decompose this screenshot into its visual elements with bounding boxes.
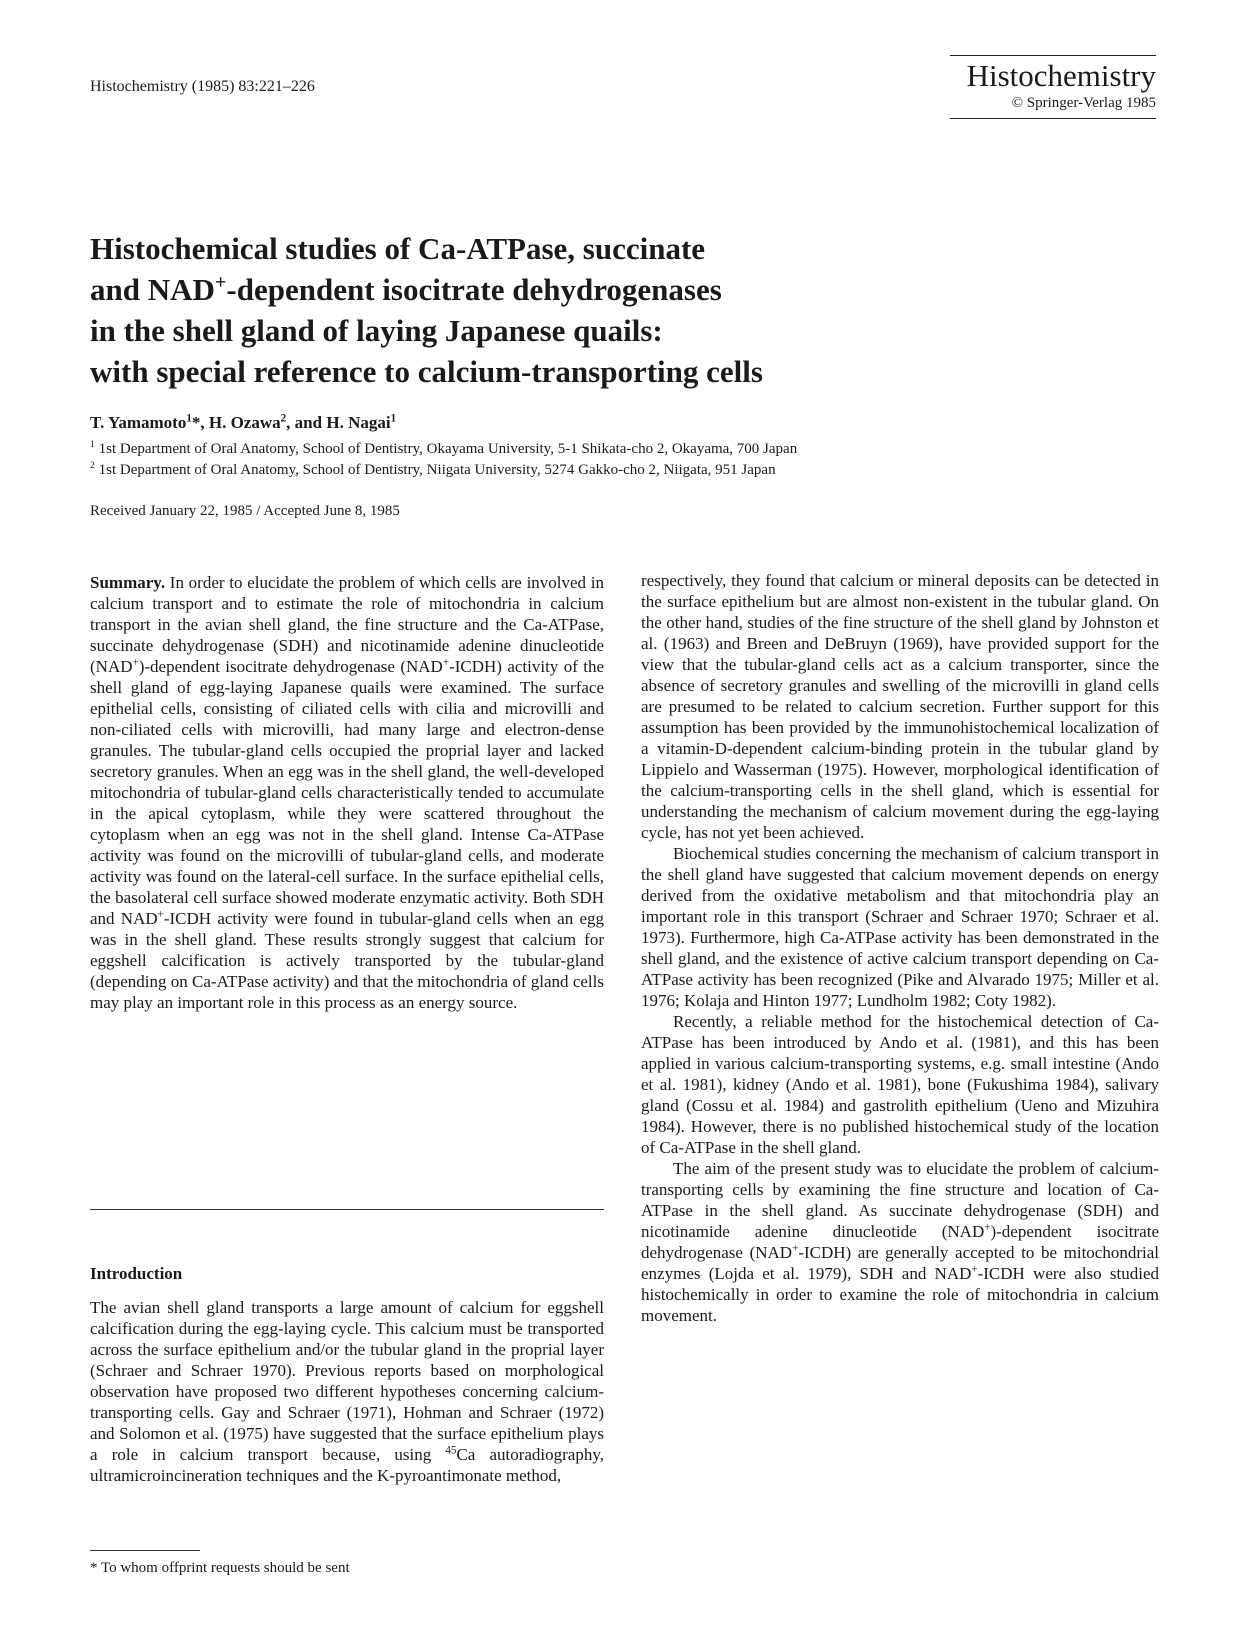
author-list — [90, 413, 396, 433]
summary-text-4: -ICDH activity were found in tubular-gland cells when an egg was in the shell gland. These results strongly suggest that calcium for eggshell calcification is actively transported by the tubular-gland (depending on Ca-ATPase activity) and that the mitochondria of gland cells may play an important role in this process as an energy source. — [90, 909, 604, 1012]
summary-text-2: )-dependent isocitrate dehydrogenase (NAD — [138, 657, 443, 676]
summary-plus-1: + — [132, 656, 139, 669]
brand-bottom-rule — [950, 118, 1156, 119]
affiliation-2-num: 2 — [90, 460, 95, 471]
affiliation-1-num: 1 — [90, 439, 95, 450]
footnote-rule — [90, 1550, 200, 1551]
summary-plus-2: + — [442, 656, 450, 669]
right-column — [641, 570, 1159, 1326]
title-line-2 — [90, 269, 1090, 310]
right-p4-plus-2: + — [792, 1242, 799, 1255]
journal-name: Histochemistry — [966, 58, 1156, 93]
title-superscript: + — [214, 271, 227, 294]
author-3: H. Nagai — [326, 413, 391, 432]
author-3-affil: 1 — [390, 412, 397, 425]
author-1-mark: *, — [191, 413, 209, 432]
journal-reference: Histochemistry (1985) 83:221–226 — [90, 78, 315, 95]
intro-isotope-sup: 45 — [445, 1444, 457, 1457]
paper-title — [90, 228, 1090, 392]
right-paragraph-4 — [641, 1158, 1159, 1326]
introduction-heading: Introduction — [90, 1264, 183, 1283]
affiliation-1 — [90, 441, 797, 458]
received-dates: Received January 22, 1985 / Accepted June 8, 1985 — [90, 503, 400, 519]
right-p4-text-2: )-dependent isocitrate dehydrogenase (NAD — [641, 1222, 1159, 1262]
right-p4-text-1: The aim of the present study was to elucidate the problem of calcium-transporting cells by examining the fine structure and location of Ca-ATPase in the shell gland. As succinate dehydrogenase (SDH) and nicotinamide adenine dinucleotide (NAD — [641, 1159, 1159, 1241]
journal-brand — [950, 55, 1156, 119]
introduction-block — [90, 1297, 604, 1486]
author-2: H. Ozawa — [208, 413, 281, 432]
right-paragraph-2: Biochemical studies concerning the mechanism of calcium transport in the shell gland have suggested that calcium movement depends on energy derived from the oxidative metabolism and that mitochondria play an important role in this transport (Schraer and Schraer 1970; Schraer et al. 1973). Furthermore, high Ca-ATPase activity has been demonstrated in the shell gland, and the existence of active calcium transport depending on Ca-ATPase activity has been recognized (Pike and Alvarado 1975; Miller et al. 1976; Kolaja and Hinton 1977; Lundholm 1982; Coty 1982). — [641, 844, 1159, 1010]
section-divider — [90, 1209, 604, 1210]
intro-text-1: The avian shell gland transports a large amount of calcium for eggshell calcification during the egg-laying cycle. This calcium must be transported across the surface epithelium and/or the tubular gland in the proprial layer (Schraer and Schraer 1970). Previous reports based on morphological observation have proposed two different hypotheses concerning calcium-transporting cells. Gay and Schraer (1971), Hohman and Schraer (1972) and Solomon et al. (1975) have suggested that the surface epithelium plays a role in calcium transport because, using — [90, 1298, 604, 1464]
summary-label: Summary. — [90, 573, 166, 592]
title-line-4: with special reference to calcium-transporting cells — [90, 354, 763, 389]
title-line-1: Histochemical studies of Ca-ATPase, succinate — [90, 231, 706, 266]
author-1: T. Yamamoto — [90, 413, 187, 432]
right-p4-plus-1: + — [984, 1221, 991, 1234]
right-paragraph-1: respectively, they found that calcium or mineral deposits can be detected in the surface epithelium but are almost non-existent in the tubular gland. On the other hand, studies of the fine structure of the shell gland by Johnston et al. (1963) and Breen and DeBruyn (1969), have provided support for the view that the tubular-gland cells act as a calcium transporter, since the absence of secretory granules and swelling of the microvilli in gland cells are presumed to be related to calcium secretion. Further support for this assumption has been provided by the immunohistochemical localization of a vitamin-D-dependent calcium-binding protein in the tubular gland by Lippielo and Wasserman (1975). However, morphological identification of the calcium-transporting cells in the shell gland, which is essential for understanding the mechanism of calcium movement during the egg-laying cycle, has not yet been achieved. — [641, 571, 1159, 842]
author-sep: , and — [286, 413, 327, 432]
introduction-paragraph — [90, 1297, 604, 1486]
title-line-2-start: and NAD — [90, 272, 215, 307]
affiliation-1-text: 1st Department of Oral Anatomy, School of Dentistry, Okayama University, 5-1 Shikata-cho 2, Okayama, 700 Japan — [94, 441, 798, 457]
summary-block — [90, 572, 604, 1013]
right-p4-text-3: -ICDH) are generally accepted to be mitochondrial enzymes (Lojda et al. 1979), SDH and NAD — [641, 1243, 1159, 1283]
title-line-3: in the shell gland of laying Japanese quails: — [90, 313, 663, 348]
author-1-affil: 1 — [186, 412, 192, 425]
affiliation-2 — [90, 462, 776, 479]
copyright: © Springer-Verlag 1985 — [1011, 95, 1156, 111]
right-paragraph-3: Recently, a reliable method for the histochemical detection of Ca-ATPase has been introduced by Ando et al. (1981), and this has been applied in various calcium-transporting systems, e.g. small intestine (Ando et al. 1981), kidney (Ando et al. 1981), bone (Fukushima 1984), salivary gland (Cossu et al. 1984) and gastrolith epithelium (Ueno and Mizuhira 1984). However, there is no published histochemical study of the location of Ca-ATPase in the shell gland. — [641, 1012, 1159, 1157]
summary-plus-3: + — [157, 908, 164, 921]
footnote: * To whom offprint requests should be sent — [90, 1560, 350, 1576]
affiliation-2-text: 1st Department of Oral Anatomy, School of Dentistry, Niigata University, 5274 Gakko-cho 2, Niigata, 951 Japan — [94, 462, 776, 478]
summary-paragraph — [90, 572, 604, 1013]
brand-top-rule — [950, 55, 1156, 56]
right-p4-plus-3: + — [971, 1263, 978, 1276]
summary-text-1: In order to elucidate the problem of which cells are involved in calcium transport and to estimate the role of mitochondria in calcium transport in the avian shell gland, the fine structure and the Ca-ATPase, succinate dehydrogenase (SDH) and nicotinamide adenine dinucleotide (NAD — [90, 573, 604, 676]
summary-text-3: -ICDH) activity of the shell gland of egg-laying Japanese quails were examined. The surface epithelial cells, consisting of ciliated cells with cilia and microvilli and non-ciliated cells with microvilli, had many large and electron-dense granules. The tubular-gland cells occupied the proprial layer and lacked secretory granules. When an egg was in the shell gland, the well-developed mitochondria of tubular-gland cells characteristically tended to accumulate in the apical cytoplasm, while they were scattered throughout the cytoplasm when an egg was not in the shell gland. Intense Ca-ATPase activity was found on the microvilli of tubular-gland cells, and moderate activity was found on the lateral-cell surface. In the surface epithelial cells, the basolateral cell surface showed moderate enzymatic activity. Both SDH and NAD — [90, 657, 604, 928]
author-2-affil: 2 — [280, 412, 287, 425]
title-line-2-end: -dependent isocitrate dehydrogenases — [226, 272, 722, 307]
right-p4-text-4: -ICDH were also studied histochemically in order to examine the role of mitochondria in calcium movement. — [641, 1264, 1159, 1325]
intro-text-2: Ca autoradiography, ultramicroincineration techniques and the K-pyroantimonate method, — [90, 1445, 604, 1485]
